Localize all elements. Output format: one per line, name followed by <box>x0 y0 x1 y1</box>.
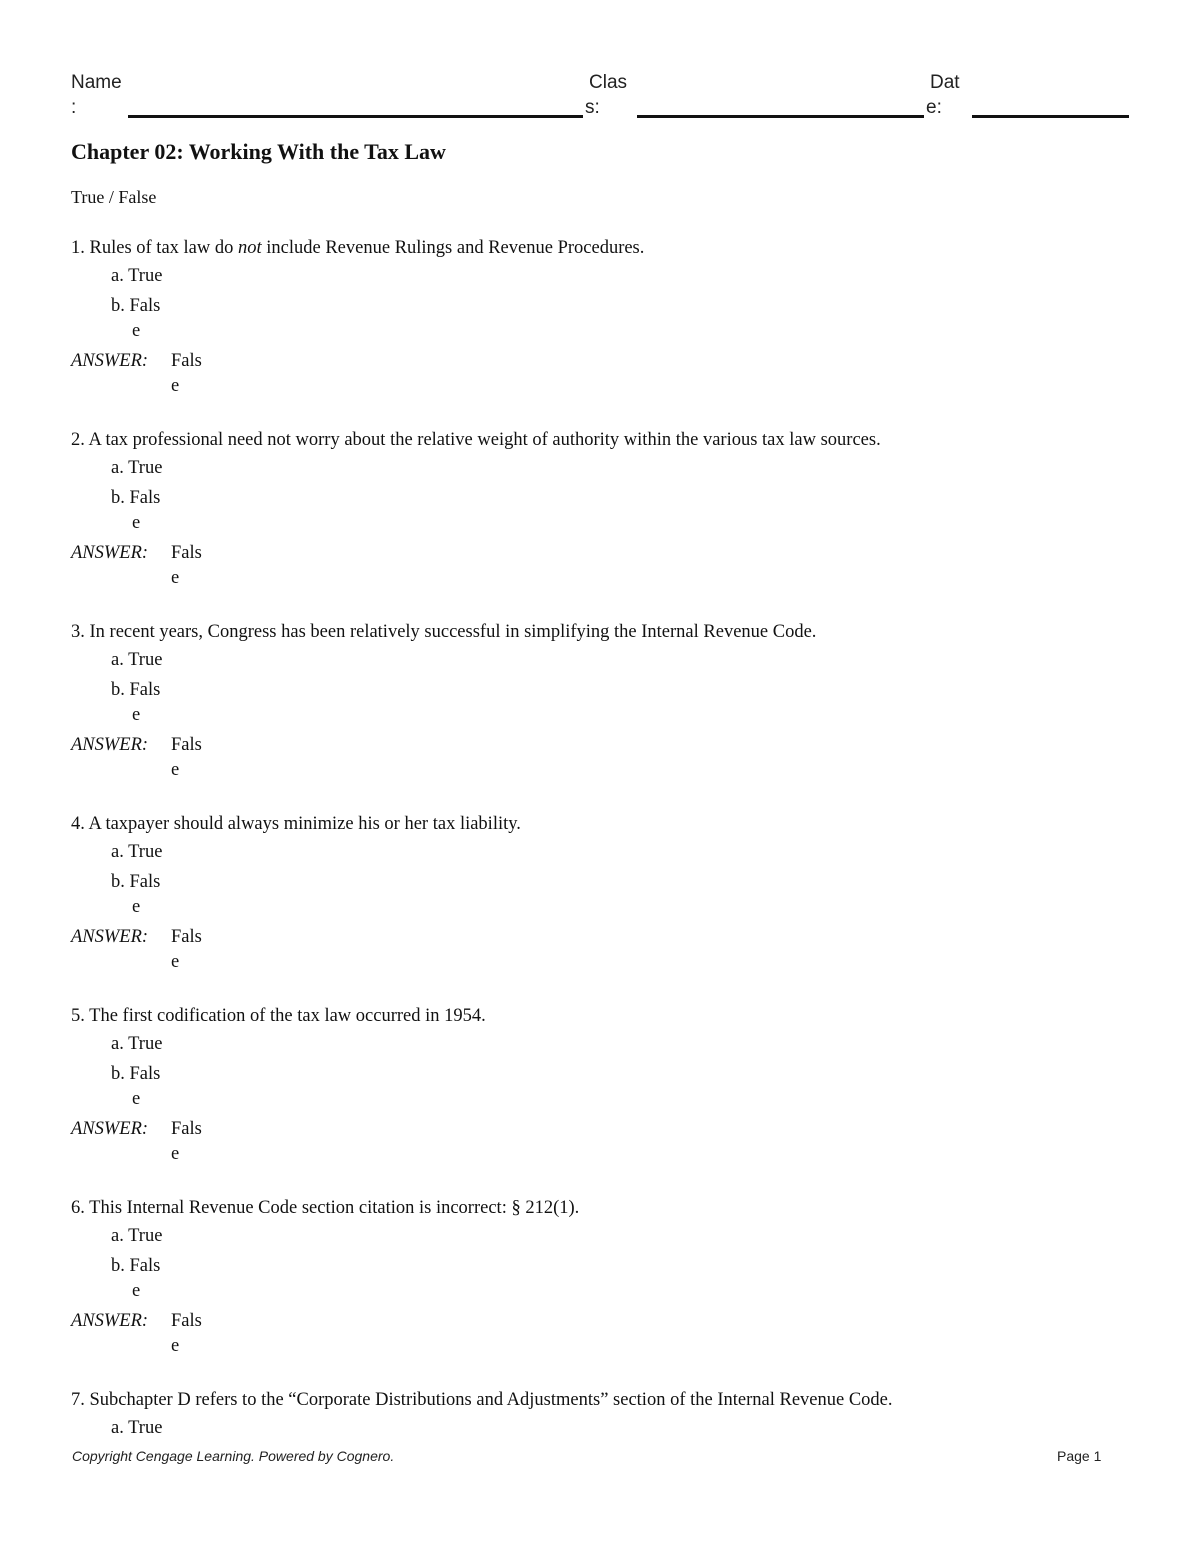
choice-b-text-wrap: e <box>132 513 141 533</box>
choice-a[interactable] <box>111 1032 162 1056</box>
choice-b[interactable] <box>111 870 160 894</box>
answer-value-wrap: e <box>171 568 180 588</box>
answer-row <box>71 925 148 949</box>
choice-b-text-wrap: e <box>132 321 141 341</box>
answer-value-wrap: e <box>171 952 180 972</box>
choice-b-text: Fals <box>129 1064 161 1084</box>
question-1 <box>71 236 1131 428</box>
class-field-line[interactable] <box>637 115 924 118</box>
answer-label: ANSWER: <box>71 927 149 947</box>
question-text-before: Rules of tax law do <box>89 238 238 258</box>
choice-b-text: Fals <box>129 296 161 316</box>
answer-value: Fals <box>171 543 202 563</box>
choice-a-prefix: a. <box>111 266 124 286</box>
question-7-text <box>71 1388 893 1412</box>
answer-value: Fals <box>171 927 202 947</box>
date-field-line[interactable] <box>972 115 1129 118</box>
choice-a-text: True <box>128 1226 163 1246</box>
question-text-before: A taxpayer should always minimize his or her tax liability. <box>88 814 521 834</box>
answer-label: ANSWER: <box>71 543 149 563</box>
choice-b-text-wrap: e <box>132 705 141 725</box>
answer-row <box>71 349 148 373</box>
question-text-before: The first codification of the tax law occurred in 1954. <box>89 1006 486 1026</box>
question-text <box>71 812 1131 836</box>
answer-row <box>71 541 148 565</box>
choice-a-text: True <box>128 1418 163 1438</box>
question-text-before: In recent years, Congress has been relatively successful in simplifying the Internal Revenue Code. <box>89 622 817 642</box>
question-number: 2. <box>71 430 85 450</box>
question-text-before: A tax professional need not worry about the relative weight of authority within the various tax law sources. <box>88 430 881 450</box>
date-colon: e: <box>926 97 942 118</box>
choice-b-text: Fals <box>129 488 161 508</box>
choice-b[interactable] <box>111 1254 160 1278</box>
question-7-choice-a[interactable] <box>111 1416 162 1440</box>
choice-a-text: True <box>128 266 163 286</box>
question-number: 5. <box>71 1006 85 1026</box>
choice-b-text: Fals <box>129 680 161 700</box>
choice-b-prefix: b. <box>111 1064 125 1084</box>
answer-value-wrap: e <box>171 376 180 396</box>
question-number: 1. <box>71 238 85 258</box>
question-number: 7. <box>71 1390 85 1410</box>
answer-value: Fals <box>171 735 202 755</box>
choice-a[interactable] <box>111 456 162 480</box>
question-number: 6. <box>71 1198 85 1218</box>
choice-a-prefix: a. <box>111 458 124 478</box>
question-list <box>71 236 1131 1388</box>
choice-a-prefix: a. <box>111 1418 124 1438</box>
choice-b-text: Fals <box>129 872 161 892</box>
chapter-title: Chapter 02: Working With the Tax Law <box>71 139 446 164</box>
answer-value-wrap: e <box>171 760 180 780</box>
choice-a-prefix: a. <box>111 650 124 670</box>
question-5 <box>71 1004 1131 1196</box>
answer-label: ANSWER: <box>71 351 149 371</box>
name-colon: : <box>71 97 77 118</box>
choice-a[interactable] <box>111 264 162 288</box>
choice-b[interactable] <box>111 678 160 702</box>
choice-b-text-wrap: e <box>132 897 141 917</box>
question-text <box>71 236 1131 260</box>
question-number: 4. <box>71 814 85 834</box>
choice-b-text-wrap: e <box>132 1089 141 1109</box>
choice-a-prefix: a. <box>111 1226 124 1246</box>
class-label: Clas <box>589 72 628 93</box>
name-field-line[interactable] <box>128 115 583 118</box>
answer-value-wrap: e <box>171 1336 180 1356</box>
question-text-after: include Revenue Rulings and Revenue Procedures. <box>261 238 645 258</box>
answer-value: Fals <box>171 351 202 371</box>
choice-b-prefix: b. <box>111 296 125 316</box>
choice-a-text: True <box>128 650 163 670</box>
question-2 <box>71 428 1131 620</box>
choice-b-text-wrap: e <box>132 1281 141 1301</box>
choice-a-prefix: a. <box>111 1034 124 1054</box>
choice-b[interactable] <box>111 294 160 318</box>
choice-a[interactable] <box>111 840 162 864</box>
answer-label: ANSWER: <box>71 1311 149 1331</box>
choice-b-text: Fals <box>129 1256 161 1276</box>
question-6 <box>71 1196 1131 1388</box>
question-3 <box>71 620 1131 812</box>
answer-row <box>71 1117 148 1141</box>
choice-b-prefix: b. <box>111 1256 125 1276</box>
answer-value: Fals <box>171 1119 202 1139</box>
choice-a-text: True <box>128 842 163 862</box>
answer-label: ANSWER: <box>71 1119 149 1139</box>
question-text-emphasis: not <box>238 238 262 258</box>
question-number: 3. <box>71 622 85 642</box>
question-text <box>71 1004 1131 1028</box>
choice-a-text: True <box>128 458 163 478</box>
question-text-body: Subchapter D refers to the “Corporate Distributions and Adjustments” section of the Internal Revenue Code. <box>89 1390 893 1410</box>
question-text <box>71 1196 1131 1220</box>
question-text <box>71 428 1131 452</box>
choice-b[interactable] <box>111 486 160 510</box>
answer-label: ANSWER: <box>71 735 149 755</box>
answer-value-wrap: e <box>171 1144 180 1164</box>
question-text-before: This Internal Revenue Code section citation is incorrect: § 212(1). <box>89 1198 580 1218</box>
choice-a-text: True <box>128 1034 163 1054</box>
choice-b-prefix: b. <box>111 872 125 892</box>
answer-value: Fals <box>171 1311 202 1331</box>
footer-page-number: Page 1 <box>1057 1448 1102 1464</box>
choice-b[interactable] <box>111 1062 160 1086</box>
date-label: Dat <box>930 72 960 93</box>
footer-copyright: Copyright Cengage Learning. Powered by Cognero. <box>72 1448 395 1464</box>
class-colon: s: <box>585 97 600 118</box>
choice-a[interactable] <box>111 648 162 672</box>
answer-row <box>71 733 148 757</box>
question-4 <box>71 812 1131 1004</box>
choice-a-prefix: a. <box>111 842 124 862</box>
choice-a[interactable] <box>111 1224 162 1248</box>
choice-b-prefix: b. <box>111 680 125 700</box>
question-text <box>71 620 1131 644</box>
answer-row <box>71 1309 148 1333</box>
choice-b-prefix: b. <box>111 488 125 508</box>
section-label: True / False <box>71 187 157 207</box>
name-label: Name <box>71 72 122 93</box>
